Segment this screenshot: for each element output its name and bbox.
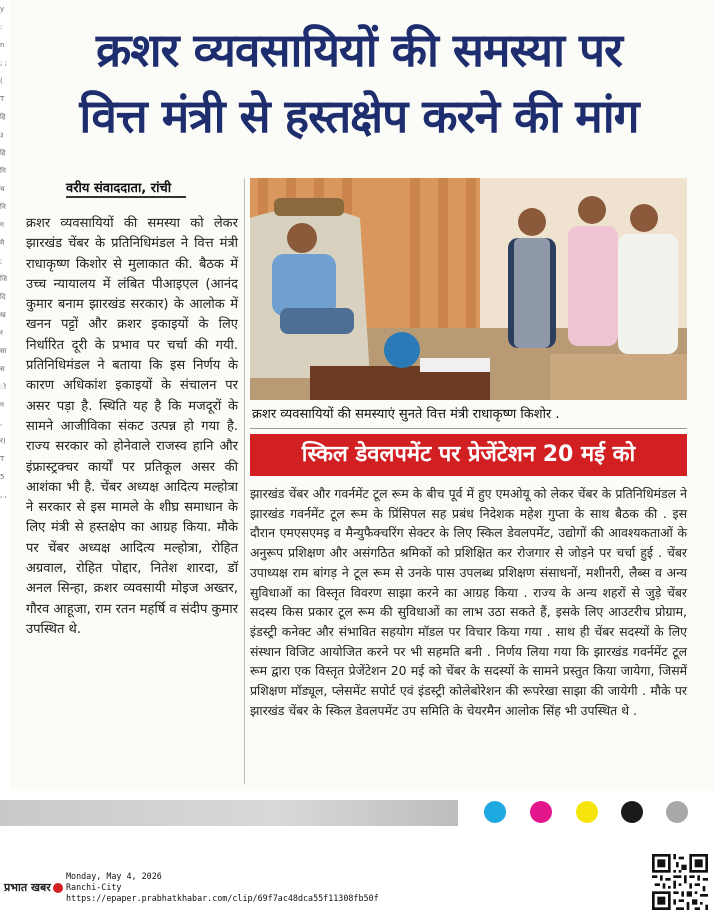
article-body-left: क्रशर व्यवसायियों की समस्या को लेकर झारखंड चेंबर के प्रतिनिधिमंडल ने वित्त मंत्री राधाकृष्ण किशोर से मुलाकात की. बैठक में उच्च न्यायालय में लंबित पीआइएल (आनंद कुमार बनाम झारखंड सरकार) के आलोक में खनन पट्टों और क्रशर इकाइयों के लिए निर्धारित दूरी के प्रभाव पर चर्चा की गयी. प्रतिनिधिमंडल ने बताया कि इस निर्णय के कारण अधिकांश इकाइयों के संचालन पर असर पड़ा है. स्थिति यह है कि मजदूरों के सामने आजीविका संकट उत्पन्न हो गया है. राज्य सरकार को होनेवाले राजस्व हानि और इंफ्रास्ट्रक्चर कार्यों पर प्रतिकूल असर की आशंका भी है. चेंबर अध्यक्ष आदित्य मल्होत्रा ने सरकार से इस मामले के शीघ्र समाधान के लिए मंत्री से हस्तक्षेप का आग्रह किया. मौके पर चेंबर अध्यक्ष आदित्य मल्होत्रा, रोहित अग्रवाल, रोहित पोद्दार, नितेश शारदा, डॉ अनल सिन्हा, क्रशर व्यवसायी मोइज अख्तर, गौरव आहूजा, राम रतन महर्षि व संदीप कुमार उपस्थित थे.	[26, 216, 238, 637]
registration-dot-cyan	[484, 801, 506, 823]
qr-code-icon[interactable]	[652, 854, 708, 910]
article-photo	[250, 178, 687, 400]
publisher-logo	[4, 880, 63, 895]
registration-dot-black	[621, 801, 643, 823]
article-body-right: झारखंड चेंबर और गवर्नमेंट टूल रूम के बीच पूर्व में हुए एमओयू को लेकर चेंबर के प्रतिनिधिमंडल ने झारखंड गवर्नमेंट टूल रूम के प्रिंसिपल सह प्रबंध निदेशक महेश गुप्ता के साथ बैठक की . इस दौरान एमएसएमइ व मैन्युफैक्चरिंग सेक्टर के लिए स्किल डेवलपमेंट, उद्योगों की आवश्यकताओं के अनुरूप प्रशिक्षण और असंगठित श्रमिकों को प्रशिक्षित कर रोजगार से जोड़ने पर चर्चा हुई . चेंबर उपाध्यक्ष राम बांगड़ ने टूल रूम से उनके पास उपलब्ध प्रशिक्षण संसाधनों, मशीनरी, लैब्स व अन्य सुविधाओं का विस्तृत विवरण साझा करने का आग्रह किया . राज्य के अन्य शहरों से जुड़े चेंबर सदस्य किस प्रकार टूल रूम की सुविधाओं का लाभ उठा सकते हैं, इसके लिए आउटरीच प्रोग्राम, इंडस्ट्री कनेक्ट और संभावित सहयोग मॉडल पर विचार किया गया . साथ ही चेंबर सदस्यों के लिए संस्थान विजिट आयोजित करने पर भी सहमति बनी . निर्णय लिया गया कि झारखंड गवर्नमेंट टूल रूम द्वारा एक विस्तृत प्रेजेंटेशन 20 मई को चेंबर के सदस्यों के सामने प्रस्तुत किया जायेगा, जिसमें प्रशिक्षण मॉड्यूल, प्लेसमेंट सपोर्ट एवं इंडस्ट्री कोलेबोरेशन की रूपरेखा साझा की जायेगी . मौके पर झारखंड चेंबर के स्किल डेवलपमेंट उप समिति के चेयरमैन आलोक सिंह भी उपस्थित थे .	[250, 486, 687, 718]
headline-line-2: वित्त मंत्री से हस्तक्षेप करने की मांग	[79, 89, 639, 143]
logo-mark-icon	[53, 883, 63, 893]
registration-dot-magenta	[530, 801, 552, 823]
footer-url[interactable]: https://epaper.prabhatkhabar.com/clip/69f7ac48dca55f11308fb50f	[66, 893, 379, 903]
byline: वरीय संवाददाता, रांची	[66, 181, 172, 196]
byline-rule	[66, 196, 186, 198]
registration-strip	[0, 800, 458, 826]
sub-headline: स्किल डेवलपमेंट पर प्रेजेंटेशन 20 मई को	[250, 434, 687, 476]
column-divider	[244, 178, 245, 784]
registration-dot-yellow	[576, 801, 598, 823]
photo-illustration	[250, 178, 687, 400]
footer-meta	[66, 871, 379, 904]
caption-rule	[250, 428, 687, 429]
logo-text: प्रभात खबर	[4, 881, 51, 894]
headline-line-1: क्रशर व्यवसायियों की समस्या पर	[96, 23, 622, 77]
footer-date: Monday, May 4, 2026	[66, 871, 162, 881]
footer-edition: Ranchi-City	[66, 882, 122, 892]
photo-caption: क्रशर व्यवसायियों की समस्याएं सुनते वित्त मंत्री राधाकृष्ण किशोर .	[252, 407, 560, 422]
registration-dot-grey	[666, 801, 688, 823]
adjacent-column-fragment: y : n ; ; ( T हि ३ हि गि च नि ग मै ; जि दि ख र सा स ो ग , र) T 5 , ,	[0, 5, 8, 499]
